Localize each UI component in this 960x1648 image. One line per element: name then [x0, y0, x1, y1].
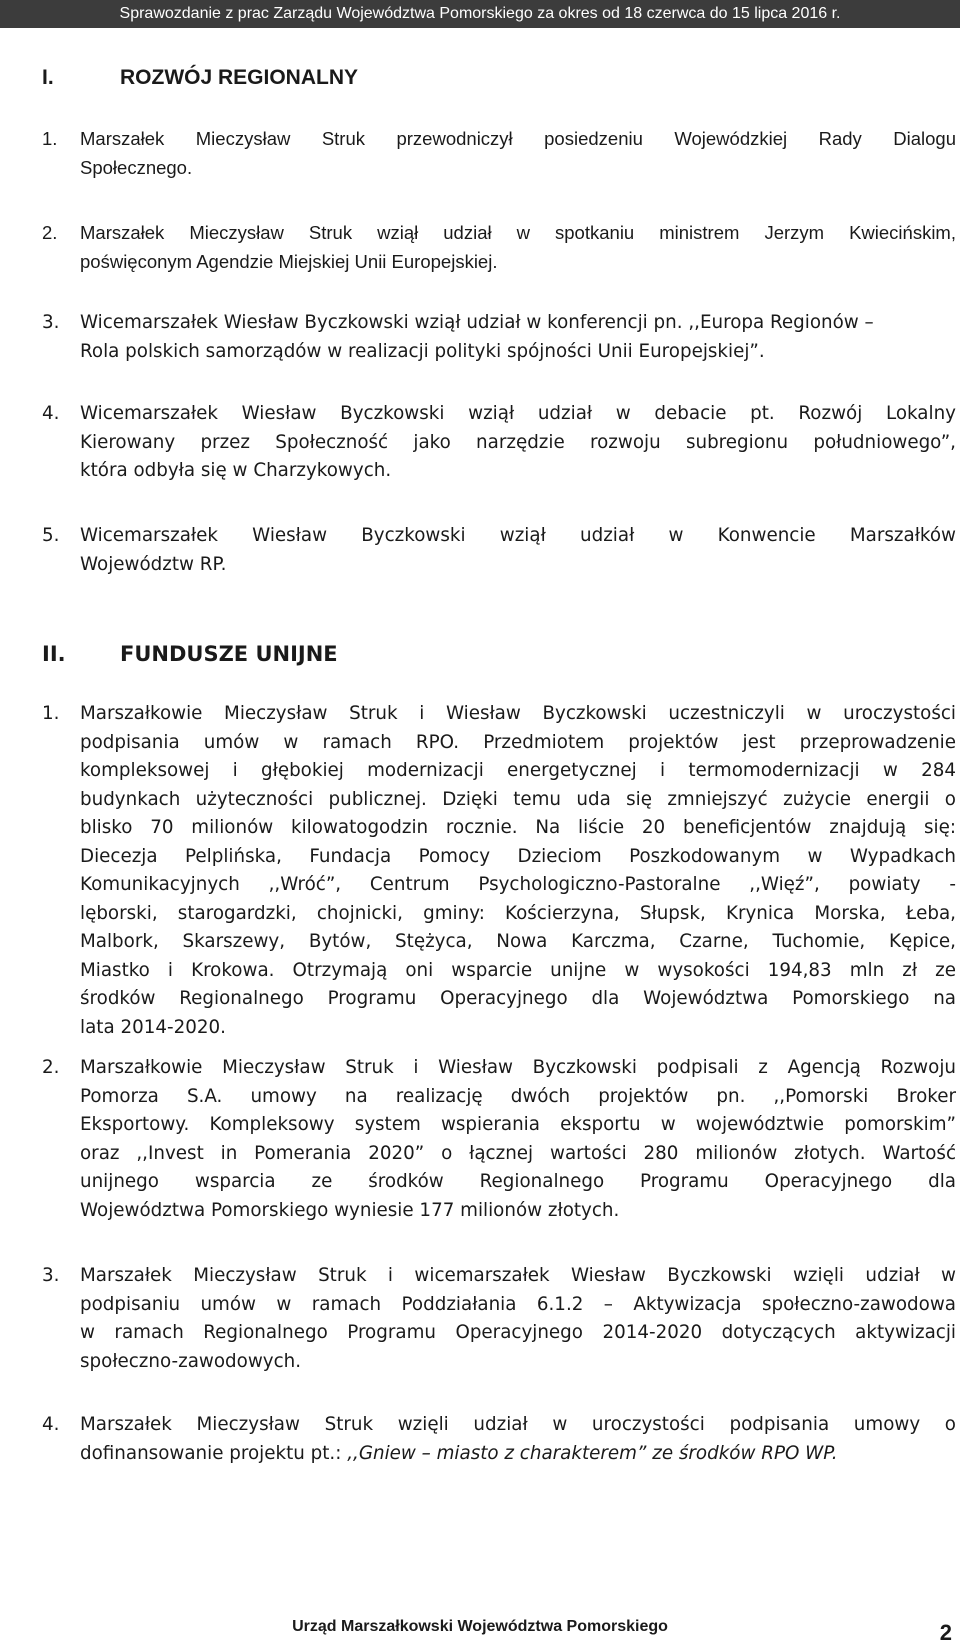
item-line: Marszałek Mieczysław Struk wzięli udział w uroczystości podpisania umowy o [80, 1414, 956, 1435]
item-line: Marszałkowie Mieczysław Struk i Wiesław Byczkowski podpisali z Agencją Rozwoju [80, 1057, 956, 1078]
page-footer [0, 1612, 960, 1648]
item-line: środków Regionalnego Programu Operacyjnego dla Województwa Pomorskiego na [80, 988, 956, 1009]
item-line: Kierowany przez Społeczność jako narzędzie rozwoju subregionu południowego”, [80, 431, 956, 453]
item-line: unijnego wsparcia ze środków Regionalnego Programu Operacyjnego dla [80, 1171, 956, 1192]
item-number: 4. [42, 403, 60, 424]
item-number: 5. [42, 525, 60, 546]
item-line: Wicemarszałek Wiesław Byczkowski wziął udział w konferencji pn. ,,Europa Regionów – [80, 312, 874, 333]
item-line: podpisaniu umów w ramach Poddziałania 6.1.2 – Aktywizacja społeczno-zawodowa [80, 1293, 956, 1315]
page-header [0, 0, 960, 28]
item-line: podpisania umów w ramach RPO. Przedmiotem projektów jest przeprowadzenie [80, 731, 956, 753]
item-line: poświęconym Agendzie Miejskiej Unii Europejskiej. [80, 250, 498, 272]
item-line: Pomorza S.A. umowy na realizację dwóch projektów pn. ,,Pomorski Broker [80, 1085, 956, 1107]
item-line: lata 2014-2020. [80, 1016, 226, 1038]
item-line: kompleksowej i głębokiej modernizacji energetycznej i termomodernizacji w 284 [80, 760, 956, 781]
item-line: społeczno-zawodowych. [80, 1350, 302, 1372]
item-number: 2. [42, 222, 58, 243]
item-number: 2. [42, 1057, 60, 1078]
section-1-title: ROZWÓJ REGIONALNY [120, 66, 359, 89]
section-2-title: FUNDUSZE UNIJNE [120, 642, 338, 666]
item-line: oraz ,,Invest in Pomerania 2020” o łącznej wartości 280 milionów złotych. Wartość [80, 1142, 956, 1164]
item-line: Marszałek Mieczysław Struk przewodniczył posiedzeniu Wojewódzkiej Rady Dialogu [80, 128, 956, 149]
item-line: lęborski, starogardzki, chojnicki, gminy: Kościerzyna, Słupsk, Krynica Morska, Łeba, [80, 902, 956, 924]
item-line: blisko 70 milionów kilowatogodzin rocznie. Na liście 20 beneficjentów znajdują się: [80, 817, 956, 838]
item-line: w ramach Regionalnego Programu Operacyjnego 2014-2020 dotyczących aktywizacji [80, 1322, 956, 1343]
item-line: Eksportowy. Kompleksowy system wspierania eksportu w województwie pomorskim” [80, 1114, 956, 1135]
item-line: Miastko i Krokowa. Otrzymają oni wsparcie unijne w wysokości 194,83 mln zł ze [80, 959, 956, 981]
item-line: Społecznego. [80, 156, 193, 178]
item-text: dofinansowanie projektu pt.: [80, 1442, 348, 1464]
item-number: 1. [42, 703, 60, 724]
item-line: Województwa Pomorskiego wyniesie 177 milionów złotych. [80, 1199, 620, 1221]
item-line: Malbork, Skarszewy, Bytów, Stężyca, Nowa Karczma, Czarne, Tuchomie, Kępice, [80, 931, 956, 952]
item-line: Marszałkowie Mieczysław Struk i Wiesław Byczkowski uczestniczyli w uroczystości [80, 703, 956, 724]
page-number: 2 [939, 1620, 952, 1645]
item-line: Diecezja Pelplińska, Fundacja Pomocy Dzieciom Poszkodowanym w Wypadkach [80, 845, 956, 867]
section-1-number: I. [42, 66, 54, 89]
item-number: 3. [42, 312, 60, 333]
item-line: Wicemarszałek Wiesław Byczkowski wziął udział w debacie pt. Rozwój Lokalny [80, 403, 956, 424]
item-line [80, 1440, 956, 1469]
item-line: Województw RP. [80, 553, 227, 575]
item-line: budynkach użyteczności publicznej. Dzięki temu uda się zmniejszyć zużycie energii o [80, 788, 956, 810]
item-number: 4. [42, 1414, 60, 1435]
item-line: która odbyła się w Charzykowych. [80, 460, 392, 481]
footer-text: Urząd Marszałkowski Województwa Pomorskiego [292, 1618, 668, 1635]
item-line: Komunikacyjnych ,,Wróć”, Centrum Psychologiczno-Pastoralne ,,Więź”, powiaty - [80, 874, 956, 895]
item-line: Marszałek Mieczysław Struk wziął udział w spotkaniu ministrem Jerzym Kwiecińskim, [80, 222, 956, 243]
section-2-number: II. [42, 642, 66, 666]
item-number: 3. [42, 1265, 60, 1286]
project-title: ,,Gniew – miasto z charakterem” ze środków RPO WP. [347, 1442, 838, 1464]
item-line: Rola polskich samorządów w realizacji polityki spójności Unii Europejskiej”. [80, 340, 765, 362]
item-line: Wicemarszałek Wiesław Byczkowski wziął udział w Konwencie Marszałków [80, 525, 956, 546]
header-text: Sprawozdanie z prac Zarządu Województwa Pomorskiego za okres od 18 czerwca do 15 lipca 2016 r. [119, 5, 841, 22]
item-line: Marszałek Mieczysław Struk i wicemarszałek Wiesław Byczkowski wzięli udział w [80, 1265, 956, 1286]
item-number: 1. [42, 128, 58, 149]
